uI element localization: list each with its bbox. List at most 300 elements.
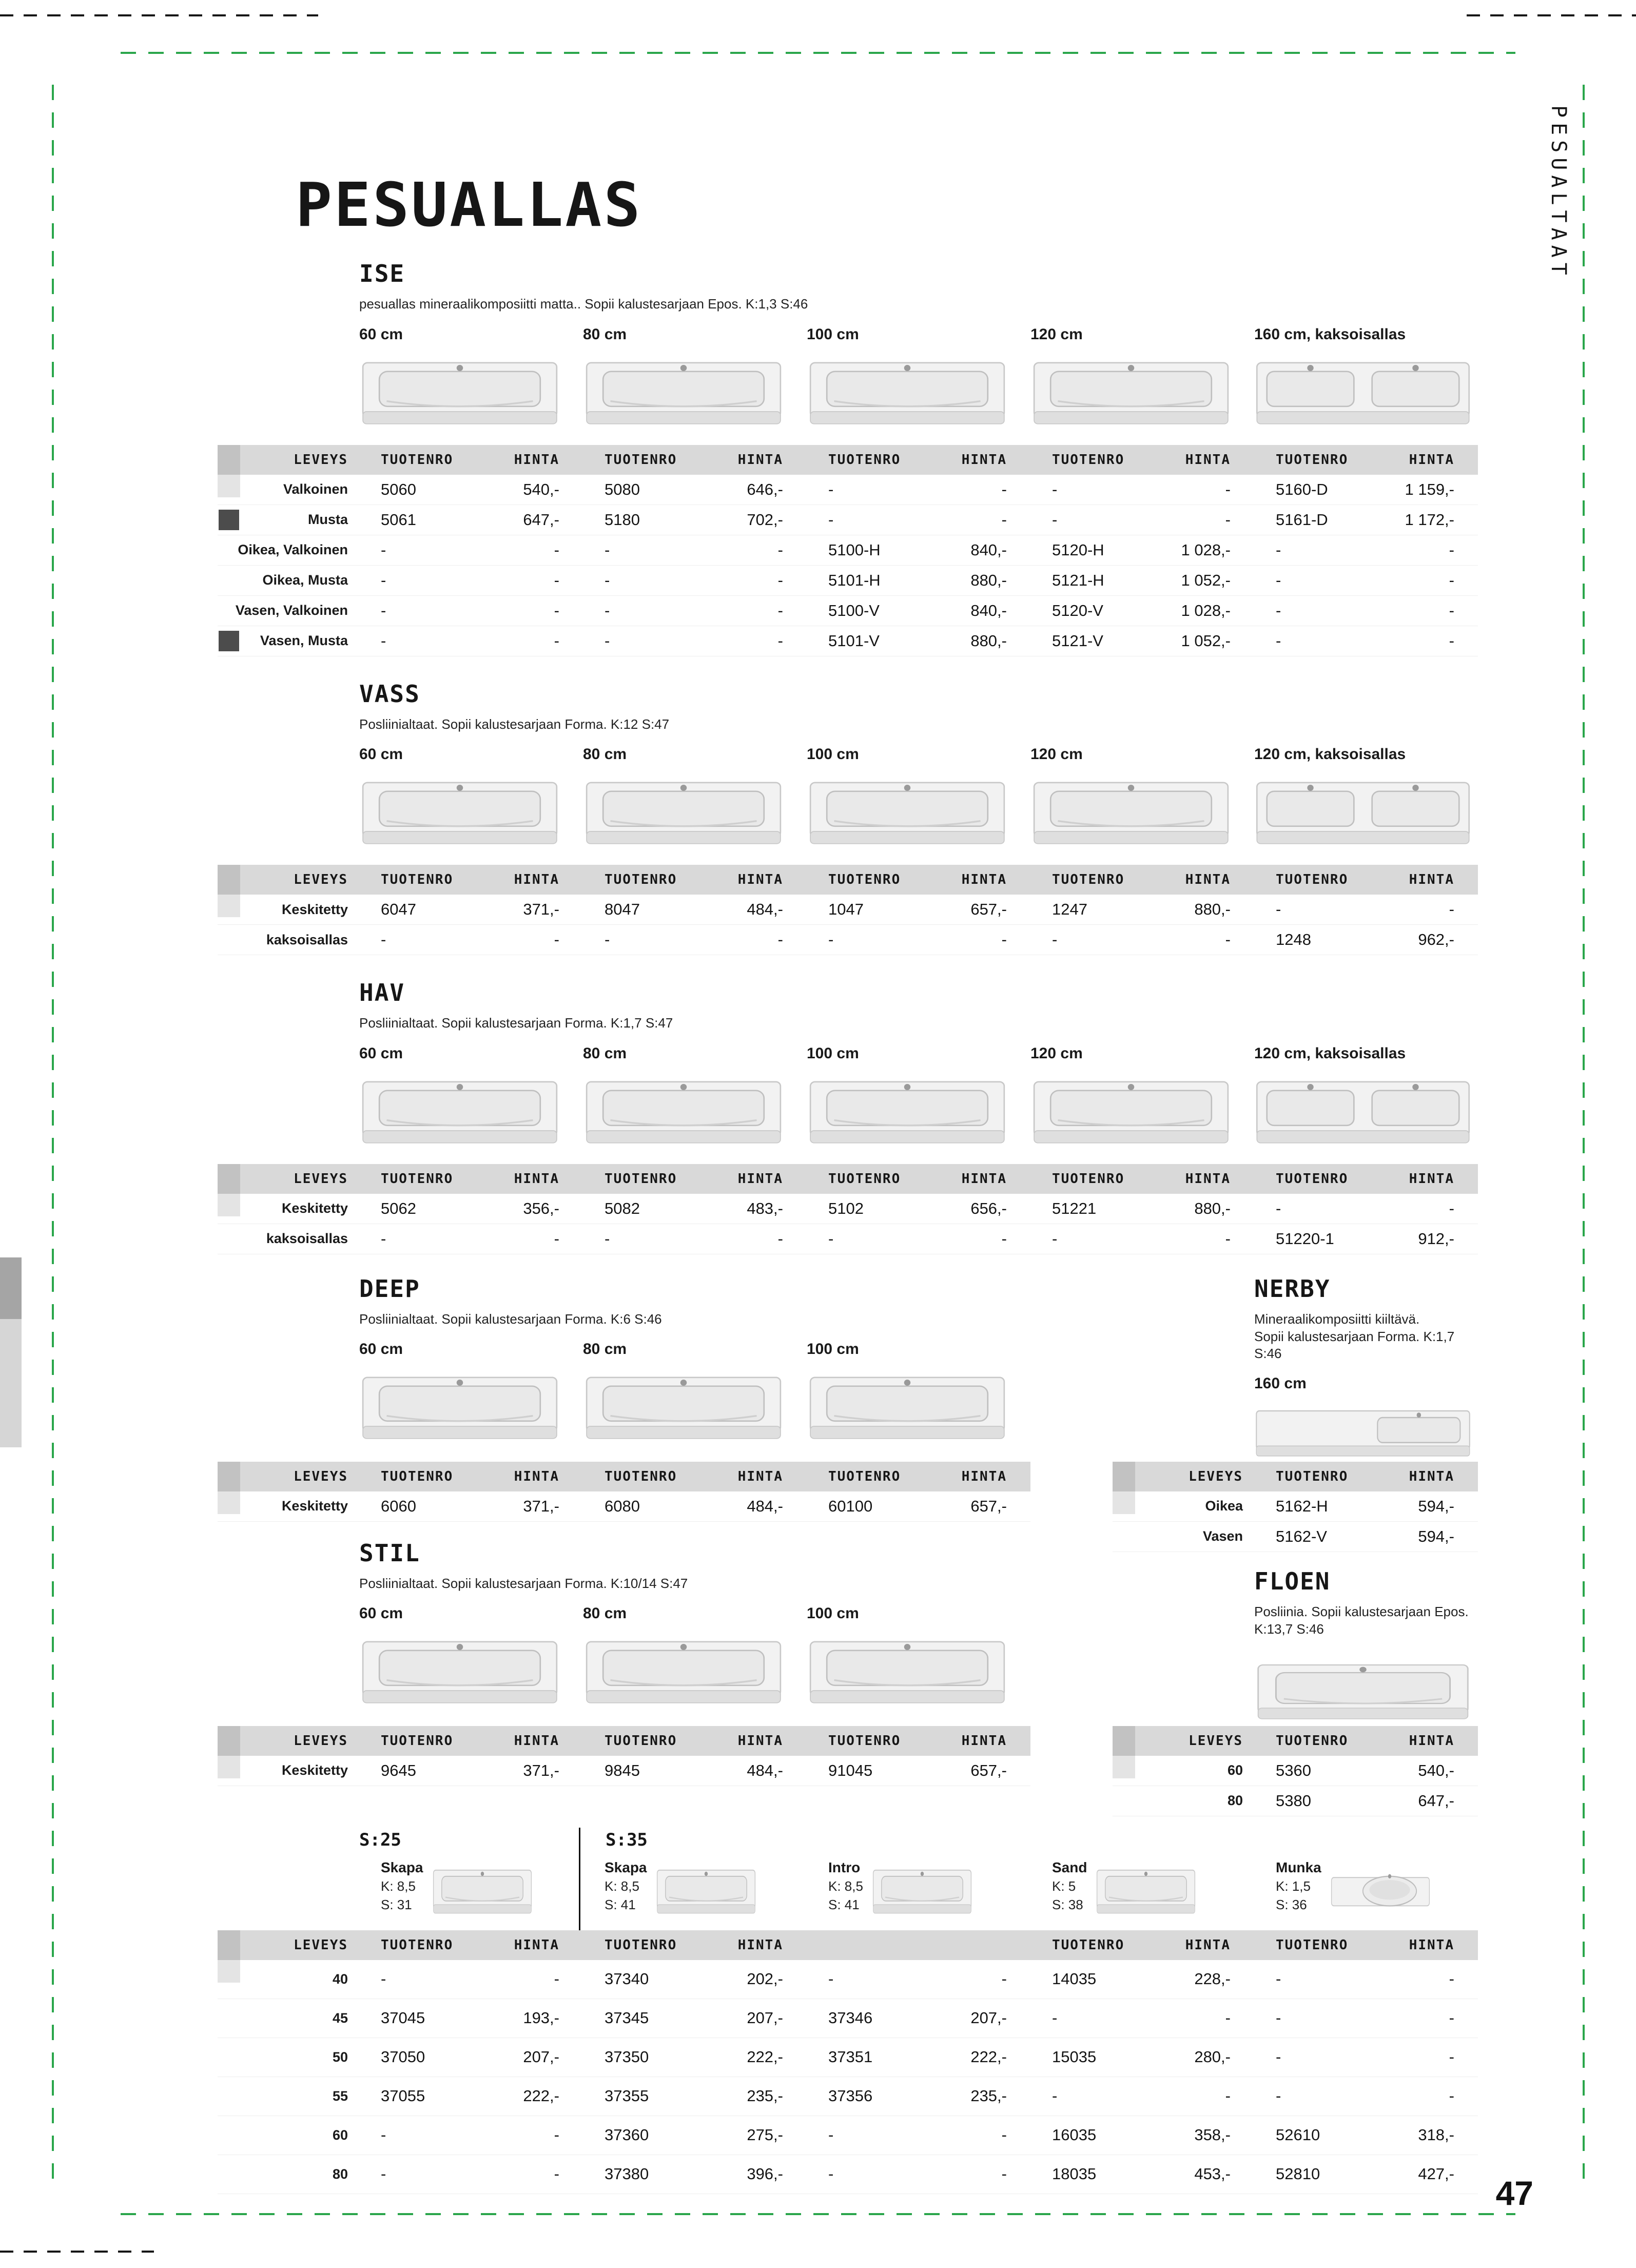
row-label: 60 bbox=[332, 2127, 348, 2143]
tuotenro-value: - bbox=[1052, 1229, 1058, 1248]
size-label: 100 cm bbox=[807, 1341, 859, 1358]
hinta-value: 657,- bbox=[970, 1497, 1007, 1515]
row-cell-group bbox=[583, 571, 807, 590]
row-cell-group bbox=[359, 900, 583, 919]
price-table-nerby bbox=[1113, 1462, 1478, 1552]
table-row bbox=[1113, 1491, 1478, 1522]
tuotenro-value: 5101-H bbox=[828, 571, 881, 589]
tuotenro-value: 14035 bbox=[1052, 1970, 1097, 1988]
hinta-value: 840,- bbox=[970, 540, 1007, 559]
size-label: 80 cm bbox=[583, 325, 627, 343]
size-label: 80 cm bbox=[583, 746, 627, 763]
row-cell-group bbox=[583, 2048, 807, 2066]
hinta-header: HINTA bbox=[1185, 1937, 1231, 1953]
basin-image bbox=[1254, 1654, 1472, 1731]
tuotenro-value: 5100-H bbox=[828, 540, 881, 559]
hinta-value: 912,- bbox=[1418, 1229, 1454, 1248]
row-cell-group bbox=[807, 541, 1030, 559]
crop-mark-bottom bbox=[121, 2213, 1515, 2215]
row-cell-group bbox=[359, 931, 583, 949]
tuotenro-value: - bbox=[1276, 1199, 1281, 1217]
row-cell-group bbox=[359, 1199, 583, 1218]
basin-image bbox=[1030, 770, 1232, 858]
row-cell-group bbox=[1254, 2126, 1478, 2144]
group-header bbox=[1254, 872, 1478, 887]
row-cell-group bbox=[583, 1199, 807, 1218]
leveys-header: LEVEYS bbox=[1189, 1733, 1243, 1749]
row-cell-group bbox=[359, 571, 583, 590]
row-cell-group bbox=[807, 480, 1030, 499]
hinta-header: HINTA bbox=[1409, 1937, 1454, 1953]
section-subtitle: Posliinialtaat. Sopii kalustesarjaan Forma. K:10/14 S:47 bbox=[359, 1575, 688, 1591]
tuotenro-header: TUOTENRO bbox=[1052, 452, 1125, 468]
hinta-value: 207,- bbox=[523, 2048, 559, 2066]
row-cell-group bbox=[1254, 2087, 1478, 2105]
hinta-value: - bbox=[1225, 931, 1231, 948]
tuotenro-header: TUOTENRO bbox=[1276, 1937, 1349, 1953]
basin-image bbox=[359, 1630, 560, 1717]
tuotenro-value: 18035 bbox=[1052, 2165, 1097, 2183]
product-s-spec: S: 36 bbox=[1276, 1896, 1307, 1912]
s25-label: S:25 bbox=[359, 1829, 401, 1850]
row-cell-group bbox=[1030, 2048, 1254, 2066]
table-header-row bbox=[1113, 1462, 1478, 1491]
price-table-floen bbox=[1113, 1726, 1478, 1816]
hinta-header: HINTA bbox=[1409, 452, 1454, 468]
hinta-value: - bbox=[1001, 931, 1007, 948]
row-cell-group bbox=[1254, 480, 1478, 499]
tuotenro-value: - bbox=[1052, 510, 1058, 529]
tuotenro-value: 37350 bbox=[605, 2048, 649, 2066]
row-cell-group bbox=[1254, 602, 1478, 620]
row-cell-group bbox=[1254, 632, 1478, 650]
group-header bbox=[1030, 872, 1254, 887]
hinta-value: - bbox=[777, 540, 783, 559]
table-row bbox=[218, 895, 1478, 925]
sizes-row bbox=[218, 1605, 1030, 1717]
product-s-spec: S: 38 bbox=[1052, 1896, 1083, 1912]
table-row bbox=[218, 535, 1478, 566]
basin-image bbox=[583, 770, 784, 858]
product-column bbox=[807, 1859, 1030, 1923]
tuotenro-value: 37055 bbox=[381, 2087, 425, 2105]
hinta-value: 880,- bbox=[970, 631, 1007, 650]
hinta-header: HINTA bbox=[1409, 872, 1454, 887]
tuotenro-header: TUOTENRO bbox=[605, 1171, 677, 1187]
row-cell-group bbox=[807, 1230, 1030, 1248]
size-label: 160 cm, kaksoisallas bbox=[1254, 325, 1406, 343]
row-label: Valkoinen bbox=[283, 481, 348, 497]
price-table-vass bbox=[218, 865, 1478, 955]
tuotenro-value: - bbox=[1052, 480, 1058, 498]
tuotenro-header: TUOTENRO bbox=[381, 1468, 454, 1484]
hinta-value: - bbox=[554, 1229, 559, 1248]
tuotenro-value: - bbox=[381, 601, 386, 619]
hinta-value: 656,- bbox=[970, 1199, 1007, 1217]
tuotenro-value: 6047 bbox=[381, 900, 416, 918]
section-bottom bbox=[218, 1830, 1478, 2194]
product-k-spec: K: 1,5 bbox=[1276, 1878, 1311, 1894]
tuotenro-value: - bbox=[828, 2126, 834, 2144]
row-cell-group bbox=[583, 2165, 807, 2183]
tuotenro-value: 6060 bbox=[381, 1497, 416, 1515]
hinta-header: HINTA bbox=[1409, 1171, 1454, 1187]
tuotenro-value: - bbox=[381, 1229, 386, 1248]
group-header bbox=[1254, 1937, 1478, 1953]
hinta-value: - bbox=[1449, 601, 1454, 619]
tuotenro-value: - bbox=[605, 601, 610, 619]
group-header bbox=[807, 1171, 1030, 1187]
hinta-value: 1 159,- bbox=[1405, 480, 1454, 498]
hinta-value: 193,- bbox=[523, 2009, 559, 2027]
tuotenro-value: 51221 bbox=[1052, 1199, 1097, 1217]
hinta-header: HINTA bbox=[961, 1733, 1007, 1749]
row-cell-group bbox=[359, 2009, 583, 2027]
table-row bbox=[1113, 1786, 1478, 1816]
table-header-row bbox=[218, 1164, 1478, 1194]
hinta-value: - bbox=[1225, 2009, 1231, 2027]
hinta-value: 222,- bbox=[523, 2087, 559, 2105]
hinta-header: HINTA bbox=[1409, 1733, 1454, 1749]
size-column bbox=[1254, 746, 1478, 858]
table-row bbox=[218, 566, 1478, 596]
tuotenro-header: TUOTENRO bbox=[1052, 872, 1125, 887]
table-header-row bbox=[218, 445, 1478, 475]
row-cell-group bbox=[1030, 1970, 1254, 1988]
section-deep bbox=[218, 1275, 1030, 1522]
size-column bbox=[359, 1045, 583, 1157]
row-cell-group bbox=[1030, 511, 1254, 529]
tuotenro-header: TUOTENRO bbox=[828, 1733, 901, 1749]
tuotenro-value: - bbox=[828, 1229, 834, 1248]
hinta-value: 540,- bbox=[1418, 1761, 1454, 1779]
basin-image bbox=[807, 351, 1008, 438]
tuotenro-value: 1047 bbox=[828, 900, 864, 918]
row-cell-group bbox=[807, 1761, 1030, 1780]
hinta-value: 235,- bbox=[970, 2087, 1007, 2105]
group-header bbox=[359, 1733, 583, 1749]
hinta-value: 371,- bbox=[523, 900, 559, 918]
group-header bbox=[807, 1733, 1030, 1749]
tuotenro-value: 9845 bbox=[605, 1761, 640, 1779]
row-cell-group bbox=[1030, 480, 1254, 499]
hinta-value: 962,- bbox=[1418, 931, 1454, 948]
hinta-value: - bbox=[1225, 2087, 1231, 2105]
tuotenro-value: 37360 bbox=[605, 2126, 649, 2144]
hinta-value: - bbox=[554, 1970, 559, 1988]
side-label: PESUALTAAT bbox=[1547, 105, 1570, 280]
tuotenro-header: TUOTENRO bbox=[381, 1171, 454, 1187]
hinta-header: HINTA bbox=[1185, 872, 1231, 887]
row-cell-group bbox=[359, 2165, 583, 2183]
row-cell-group bbox=[1254, 1970, 1478, 1988]
group-header bbox=[1030, 1171, 1254, 1187]
hinta-value: 702,- bbox=[747, 510, 783, 529]
table-row bbox=[218, 1224, 1478, 1254]
hinta-value: - bbox=[1001, 2165, 1007, 2183]
basin-image bbox=[1254, 1070, 1472, 1157]
table-header-row bbox=[1113, 1726, 1478, 1756]
tuotenro-value: - bbox=[828, 510, 834, 529]
row-cell-group bbox=[807, 1497, 1030, 1516]
product-info bbox=[1276, 1859, 1321, 1923]
hinta-value: - bbox=[1001, 2126, 1007, 2144]
hinta-value: 396,- bbox=[747, 2165, 783, 2183]
hinta-value: - bbox=[1001, 1970, 1007, 1988]
table-row bbox=[218, 1194, 1478, 1224]
tuotenro-header: TUOTENRO bbox=[1276, 1171, 1349, 1187]
product-name: Skapa bbox=[605, 1859, 647, 1875]
hinta-value: 356,- bbox=[523, 1199, 559, 1217]
hinta-value: - bbox=[1449, 2009, 1454, 2027]
color-marker bbox=[219, 631, 239, 651]
hinta-value: - bbox=[1225, 1229, 1231, 1248]
hinta-value: - bbox=[554, 540, 559, 559]
hinta-value: 358,- bbox=[1194, 2126, 1231, 2144]
row-cell-group bbox=[583, 1970, 807, 1988]
hinta-value: 657,- bbox=[970, 1761, 1007, 1779]
row-label: 55 bbox=[332, 2088, 348, 2104]
table-row bbox=[1113, 1522, 1478, 1552]
label-column-spacer bbox=[218, 1859, 359, 1923]
basin-image bbox=[1254, 351, 1472, 438]
section-subtitle: Posliinialtaat. Sopii kalustesarjaan Forma. K:6 S:46 bbox=[359, 1311, 662, 1327]
row-cell-group bbox=[1254, 2048, 1478, 2066]
hinta-value: - bbox=[777, 571, 783, 589]
tuotenro-value: - bbox=[381, 931, 386, 948]
tuotenro-value: - bbox=[828, 480, 834, 498]
hinta-value: 540,- bbox=[523, 480, 559, 498]
hinta-value: 840,- bbox=[970, 601, 1007, 619]
row-cell-group bbox=[583, 2009, 807, 2027]
section-title: NERBY bbox=[1254, 1274, 1331, 1303]
leveys-header: LEVEYS bbox=[294, 1171, 348, 1187]
tuotenro-value: 5162-V bbox=[1276, 1527, 1327, 1545]
table-row bbox=[218, 2155, 1478, 2194]
group-header bbox=[1254, 1469, 1478, 1484]
tuotenro-header: TUOTENRO bbox=[828, 1171, 901, 1187]
s35-label: S:35 bbox=[606, 1829, 648, 1850]
tuotenro-header: TUOTENRO bbox=[381, 872, 454, 887]
tuotenro-header: TUOTENRO bbox=[381, 1733, 454, 1749]
size-column bbox=[807, 1605, 1030, 1717]
section-floen bbox=[1113, 1567, 1478, 1816]
hinta-value: 453,- bbox=[1194, 2165, 1231, 2183]
row-label: Oikea, Musta bbox=[262, 572, 348, 588]
tuotenro-value: - bbox=[1276, 571, 1281, 589]
row-cell-group bbox=[1254, 2009, 1478, 2027]
size-column bbox=[807, 326, 1030, 438]
row-label: 40 bbox=[332, 1971, 348, 1987]
size-label: 100 cm bbox=[807, 325, 859, 343]
tuotenro-value: - bbox=[828, 931, 834, 948]
tuotenro-header: TUOTENRO bbox=[605, 452, 677, 468]
tuotenro-value: 37050 bbox=[381, 2048, 425, 2066]
size-column bbox=[1254, 1651, 1478, 1731]
hinta-value: 880,- bbox=[970, 571, 1007, 589]
hinta-value: - bbox=[1001, 480, 1007, 498]
sizes-row bbox=[218, 1341, 1030, 1452]
size-label: 80 cm bbox=[583, 1605, 627, 1622]
tuotenro-header: TUOTENRO bbox=[828, 872, 901, 887]
hinta-header: HINTA bbox=[737, 1468, 783, 1484]
leveys-header: LEVEYS bbox=[294, 1937, 348, 1953]
table-row bbox=[218, 2116, 1478, 2155]
row-cell-group bbox=[583, 1230, 807, 1248]
row-cell-group bbox=[359, 2048, 583, 2066]
tuotenro-header: TUOTENRO bbox=[605, 1468, 677, 1484]
tuotenro-value: - bbox=[605, 931, 610, 948]
section-subtitle: Posliinialtaat. Sopii kalustesarjaan Forma. K:12 S:47 bbox=[359, 716, 670, 732]
section-title: ISE bbox=[359, 260, 405, 287]
size-label: 60 cm bbox=[359, 1044, 403, 1062]
product-s-spec: S: 31 bbox=[381, 1896, 412, 1912]
right-column bbox=[1113, 1275, 1478, 1816]
row-cell-group bbox=[359, 2126, 583, 2144]
tuotenro-value: 8047 bbox=[605, 900, 640, 918]
hinta-header: HINTA bbox=[737, 452, 783, 468]
row-cell-group bbox=[359, 602, 583, 620]
size-label: 120 cm, kaksoisallas bbox=[1254, 1044, 1406, 1062]
group-header bbox=[583, 1469, 807, 1484]
hinta-value: 1 028,- bbox=[1181, 540, 1231, 559]
scan-artifact bbox=[0, 1319, 22, 1447]
row-cell-group bbox=[583, 2087, 807, 2105]
size-column bbox=[359, 746, 583, 858]
tuotenro-value: - bbox=[381, 631, 386, 650]
basin-image bbox=[359, 351, 560, 438]
sizes-row bbox=[1113, 1375, 1478, 1464]
price-table-stil bbox=[218, 1726, 1030, 1786]
basin-image bbox=[871, 1862, 973, 1923]
row-cell-group bbox=[1254, 1199, 1478, 1218]
row-cell-group bbox=[1030, 1199, 1254, 1218]
hinta-header: HINTA bbox=[961, 1468, 1007, 1484]
tuotenro-value: 5100-V bbox=[828, 601, 880, 619]
tuotenro-value: 5120-V bbox=[1052, 601, 1103, 619]
hinta-value: - bbox=[1449, 2048, 1454, 2066]
group-header bbox=[1254, 1733, 1478, 1749]
tuotenro-value: 60100 bbox=[828, 1497, 873, 1515]
row-cell-group bbox=[583, 900, 807, 919]
tuotenro-header: TUOTENRO bbox=[605, 1733, 677, 1749]
hinta-value: - bbox=[1001, 1229, 1007, 1248]
tuotenro-value: 5061 bbox=[381, 510, 416, 529]
tuotenro-value: 37346 bbox=[828, 2009, 873, 2027]
hinta-value: 484,- bbox=[747, 900, 783, 918]
price-table-ise bbox=[218, 445, 1478, 656]
hinta-header: HINTA bbox=[737, 1733, 783, 1749]
size-label: 60 cm bbox=[359, 325, 403, 343]
group-header bbox=[583, 452, 807, 468]
table-row bbox=[218, 626, 1478, 656]
hinta-value: - bbox=[1449, 1199, 1454, 1217]
hinta-header: HINTA bbox=[1409, 1468, 1454, 1484]
basin-image bbox=[1030, 1070, 1232, 1157]
group-header bbox=[1030, 1937, 1254, 1953]
row-label: kaksoisallas bbox=[266, 1231, 348, 1246]
group-header bbox=[359, 872, 583, 887]
row-cell-group bbox=[1030, 2009, 1254, 2027]
hinta-value: 880,- bbox=[1194, 1199, 1231, 1217]
section-subtitle-2: K:13,7 S:46 bbox=[1254, 1621, 1324, 1637]
row-cell-group bbox=[359, 1230, 583, 1248]
basin-image bbox=[359, 1070, 560, 1157]
row-cell-group bbox=[1254, 1527, 1478, 1546]
row-cell-group bbox=[1030, 1230, 1254, 1248]
product-info bbox=[1052, 1859, 1087, 1923]
tuotenro-value: 6080 bbox=[605, 1497, 640, 1515]
tuotenro-value: - bbox=[1052, 2009, 1058, 2027]
tuotenro-value: 5082 bbox=[605, 1199, 640, 1217]
tuotenro-value: - bbox=[605, 571, 610, 589]
hinta-value: 647,- bbox=[1418, 1791, 1454, 1810]
product-s-spec: S: 41 bbox=[605, 1896, 636, 1912]
two-column-area bbox=[218, 1275, 1478, 1816]
tuotenro-value: 37351 bbox=[828, 2048, 873, 2066]
product-column bbox=[359, 1859, 583, 1923]
group-header bbox=[359, 452, 583, 468]
table-row bbox=[218, 505, 1478, 535]
section-title: FLOEN bbox=[1254, 1567, 1331, 1595]
hinta-header: HINTA bbox=[737, 872, 783, 887]
hinta-value: 483,- bbox=[747, 1199, 783, 1217]
tuotenro-value: 52810 bbox=[1276, 2165, 1320, 2183]
hinta-header: HINTA bbox=[514, 1733, 559, 1749]
size-label: 100 cm bbox=[807, 1605, 859, 1622]
product-name: Munka bbox=[1276, 1859, 1321, 1875]
hinta-value: - bbox=[554, 2165, 559, 2183]
hinta-value: 427,- bbox=[1418, 2165, 1454, 2183]
row-cell-group bbox=[807, 2087, 1030, 2105]
tuotenro-value: - bbox=[605, 540, 610, 559]
section-subtitle: Mineraalikomposiitti kiiltävä. bbox=[1254, 1311, 1420, 1327]
hinta-header: HINTA bbox=[737, 1937, 783, 1953]
basin-image bbox=[807, 1070, 1008, 1157]
tuotenro-header: TUOTENRO bbox=[1276, 1468, 1349, 1484]
hinta-value: - bbox=[777, 931, 783, 948]
hinta-header: HINTA bbox=[737, 1171, 783, 1187]
tuotenro-value: 37355 bbox=[605, 2087, 649, 2105]
hinta-value: - bbox=[1001, 510, 1007, 529]
sizes-row bbox=[218, 1045, 1478, 1157]
section-stil bbox=[218, 1539, 1030, 1786]
row-cell-group bbox=[1254, 1792, 1478, 1810]
tuotenro-value: 5060 bbox=[381, 480, 416, 498]
group-header bbox=[359, 1469, 583, 1484]
tuotenro-value: - bbox=[381, 2165, 386, 2183]
size-label: 60 cm bbox=[359, 1605, 403, 1622]
row-label: 80 bbox=[1227, 1793, 1243, 1808]
tuotenro-value: 9645 bbox=[381, 1761, 416, 1779]
hinta-value: 318,- bbox=[1418, 2126, 1454, 2144]
basin-image bbox=[1030, 351, 1232, 438]
hinta-value: 228,- bbox=[1194, 1970, 1231, 1988]
size-label: 120 cm bbox=[1030, 746, 1083, 763]
table-row bbox=[218, 1960, 1478, 1999]
basin-image bbox=[807, 1630, 1008, 1717]
tuotenro-value: 1247 bbox=[1052, 900, 1087, 918]
section-ise bbox=[218, 260, 1478, 656]
tuotenro-value: 37380 bbox=[605, 2165, 649, 2183]
row-label: Keskitetty bbox=[281, 1200, 348, 1216]
row-cell-group bbox=[359, 1761, 583, 1780]
table-row bbox=[218, 1999, 1478, 2038]
tuotenro-value: 5380 bbox=[1276, 1791, 1311, 1810]
content-column bbox=[218, 0, 1478, 2194]
hinta-header: HINTA bbox=[1185, 1171, 1231, 1187]
tuotenro-value: 5160-D bbox=[1276, 480, 1328, 498]
